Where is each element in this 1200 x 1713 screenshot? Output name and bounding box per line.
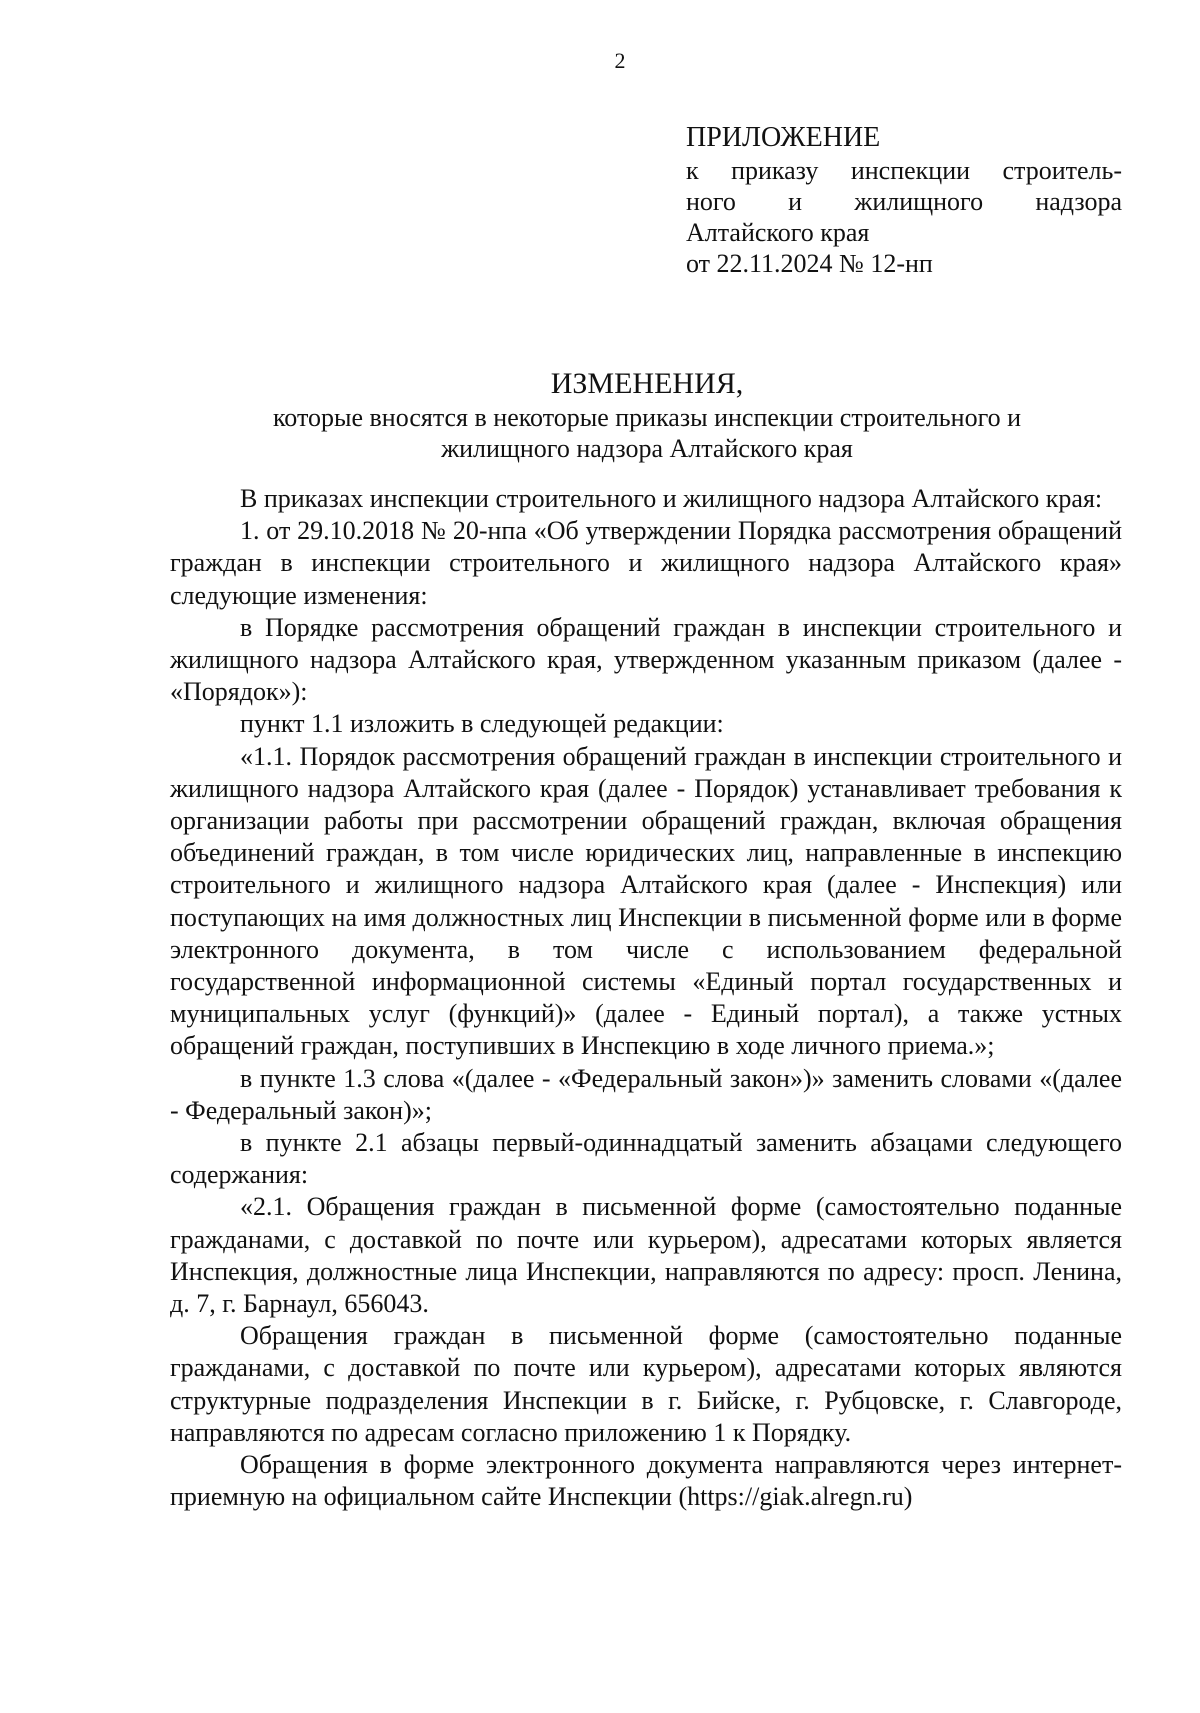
- paragraph: «2.1. Обращения граждан в письменной форме (самостоятельно поданные гражданами, с доставкой по почте или курьером), адресатами которых является Инспекция, должностные лица Инспекции, направляются по адресу: просп. Ленина, д. 7, г. Барнаул, 656043.: [170, 1192, 1122, 1319]
- document-body: [170, 483, 1122, 1514]
- paragraph: в Порядке рассмотрения обращений граждан в инспекции строительного и жилищного надзора Алтайского края, утвержденном указанным приказом (далее - «Порядок»):: [170, 612, 1122, 707]
- appendix-line-1: к приказу инспекции строитель-: [686, 156, 1122, 185]
- paragraph: «1.1. Порядок рассмотрения обращений граждан в инспекции строительного и жилищного надзора Алтайского края (далее - Порядок) устанавливает требования к организации работы при рассмотрении обращений граждан, включая обращения объединений граждан, в том числе юридических лиц, направленные в инспекцию строительного и жилищного надзора Алтайского края (далее - Инспекция) или поступающих на имя должностных лиц Инспекции в письменной форме или в форме электронного документа, в том числе с использованием федеральной государственной информационной системы «Единый портал государственных и муниципальных услуг (функций)» (далее - Единый портал), а также устных обращений граждан, поступивших в Инспекцию в ходе личного приема.»;: [170, 741, 1122, 1061]
- appendix-line-3: Алтайского края: [686, 218, 870, 247]
- document-heading: [170, 366, 1124, 464]
- paragraph: в пункте 1.3 слова «(далее - «Федеральный закон»)» заменить словами «(далее - Федеральный закон)»;: [170, 1063, 1122, 1125]
- document-title: ИЗМЕНЕНИЯ,: [550, 367, 744, 400]
- paragraph: пункт 1.1 изложить в следующей редакции:: [240, 709, 724, 739]
- paragraph: Обращения в форме электронного документа направляются через интернет-приемную на официальном сайте Инспекции (https://giak.alregn.ru): [170, 1450, 1122, 1512]
- paragraph: в пункте 2.1 абзацы первый-одиннадцатый заменить абзацами следующего содержания:: [170, 1128, 1122, 1190]
- paragraph: Обращения граждан в письменной форме (самостоятельно поданные гражданами, с доставкой по почте или курьером), адресатами которых являются структурные подразделения Инспекции в г. Бийске, г. Рубцовске, г. Славгороде, направляются по адресам согласно приложению 1 к Порядку.: [170, 1321, 1122, 1447]
- paragraph: 1. от 29.10.2018 № 20-нпа «Об утверждении Порядка рассмотрения обращений граждан в инспекции строительного и жилищного надзора Алтайского края» следующие изменения:: [170, 516, 1122, 610]
- page-number: 2: [614, 48, 626, 73]
- document-subtitle: которые вносятся в некоторые приказы инспекции строительного и жилищного надзора Алтайского края: [273, 403, 1021, 463]
- appendix-title: ПРИЛОЖЕНИЕ: [686, 122, 881, 153]
- appendix-block: [686, 121, 1122, 279]
- appendix-line-2: ного и жилищного надзора: [686, 187, 1122, 216]
- appendix-line-4: от 22.11.2024 № 12-нп: [686, 249, 933, 278]
- paragraph: В приказах инспекции строительного и жилищного надзора Алтайского края:: [240, 484, 1103, 513]
